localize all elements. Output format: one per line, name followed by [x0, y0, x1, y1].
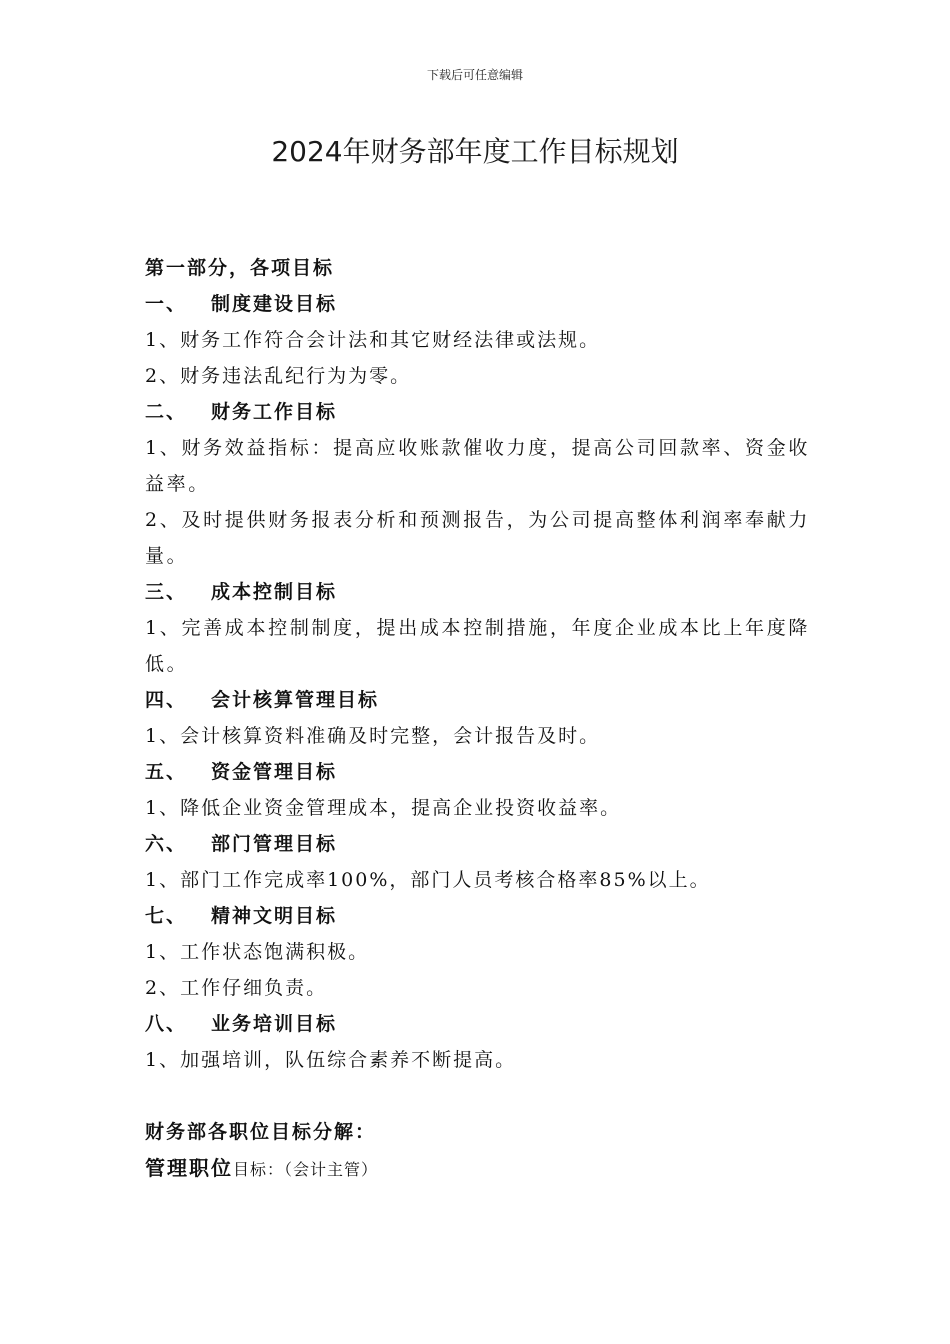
section-heading [145, 1006, 810, 1042]
section-title: 会计核算管理目标 [211, 689, 380, 711]
section-heading [145, 682, 810, 718]
section-number: 五、 [145, 761, 188, 783]
section-heading [145, 394, 810, 430]
section-title: 成本控制目标 [211, 581, 338, 603]
section-item: 1、财务工作符合会计法和其它财经法律或法规。 [145, 329, 601, 351]
management-position-label: 管理职位 [145, 1156, 233, 1180]
document-title: 2024年财务部年度工作目标规划 [271, 135, 679, 168]
section-title: 财务工作目标 [211, 401, 338, 423]
section-heading [145, 826, 810, 862]
section-title: 部门管理目标 [211, 833, 338, 855]
management-position-line [145, 1150, 810, 1188]
section-number: 四、 [145, 689, 188, 711]
section-item: 1、工作状态饱满积极。 [145, 941, 370, 963]
section-number: 二、 [145, 401, 188, 423]
section-title: 制度建设目标 [211, 293, 338, 315]
document-body [145, 250, 810, 1188]
section-number: 六、 [145, 833, 188, 855]
management-position-target: 目标：（会计主管） [233, 1160, 379, 1179]
section-title: 精神文明目标 [211, 905, 338, 927]
section-item: 1、降低企业资金管理成本，提高企业投资收益率。 [145, 797, 622, 819]
section-heading [145, 754, 810, 790]
section-heading [145, 574, 810, 610]
section-item: 2、财务违法乱纪行为为零。 [145, 365, 412, 387]
section-item: 1、加强培训，队伍综合素养不断提高。 [145, 1049, 517, 1071]
section-number: 八、 [145, 1013, 188, 1035]
part-heading: 第一部分，各项目标 [145, 257, 335, 279]
section-heading [145, 286, 810, 322]
header-note: 下载后可任意编辑 [426, 68, 523, 82]
section-title: 业务培训目标 [211, 1013, 338, 1035]
section-item: 1、财务效益指标：提高应收账款催收力度，提高公司回款率、资金收益率。 [145, 437, 810, 495]
section-item: 2、工作仔细负责。 [145, 977, 328, 999]
section-item: 2、及时提供财务报表分析和预测报告，为公司提高整体利润率奉献力量。 [145, 509, 810, 567]
section-number: 三、 [145, 581, 188, 603]
breakdown-heading: 财务部各职位目标分解： [145, 1121, 377, 1143]
section-item: 1、完善成本控制制度，提出成本控制措施，年度企业成本比上年度降低。 [145, 617, 810, 675]
spacer [145, 1078, 810, 1114]
section-title: 资金管理目标 [211, 761, 338, 783]
section-number: 七、 [145, 905, 188, 927]
section-heading [145, 898, 810, 934]
section-item: 1、会计核算资料准确及时完整，会计报告及时。 [145, 725, 601, 747]
section-number: 一、 [145, 293, 188, 315]
section-item: 1、部门工作完成率100%，部门人员考核合格率85%以上。 [145, 869, 711, 891]
